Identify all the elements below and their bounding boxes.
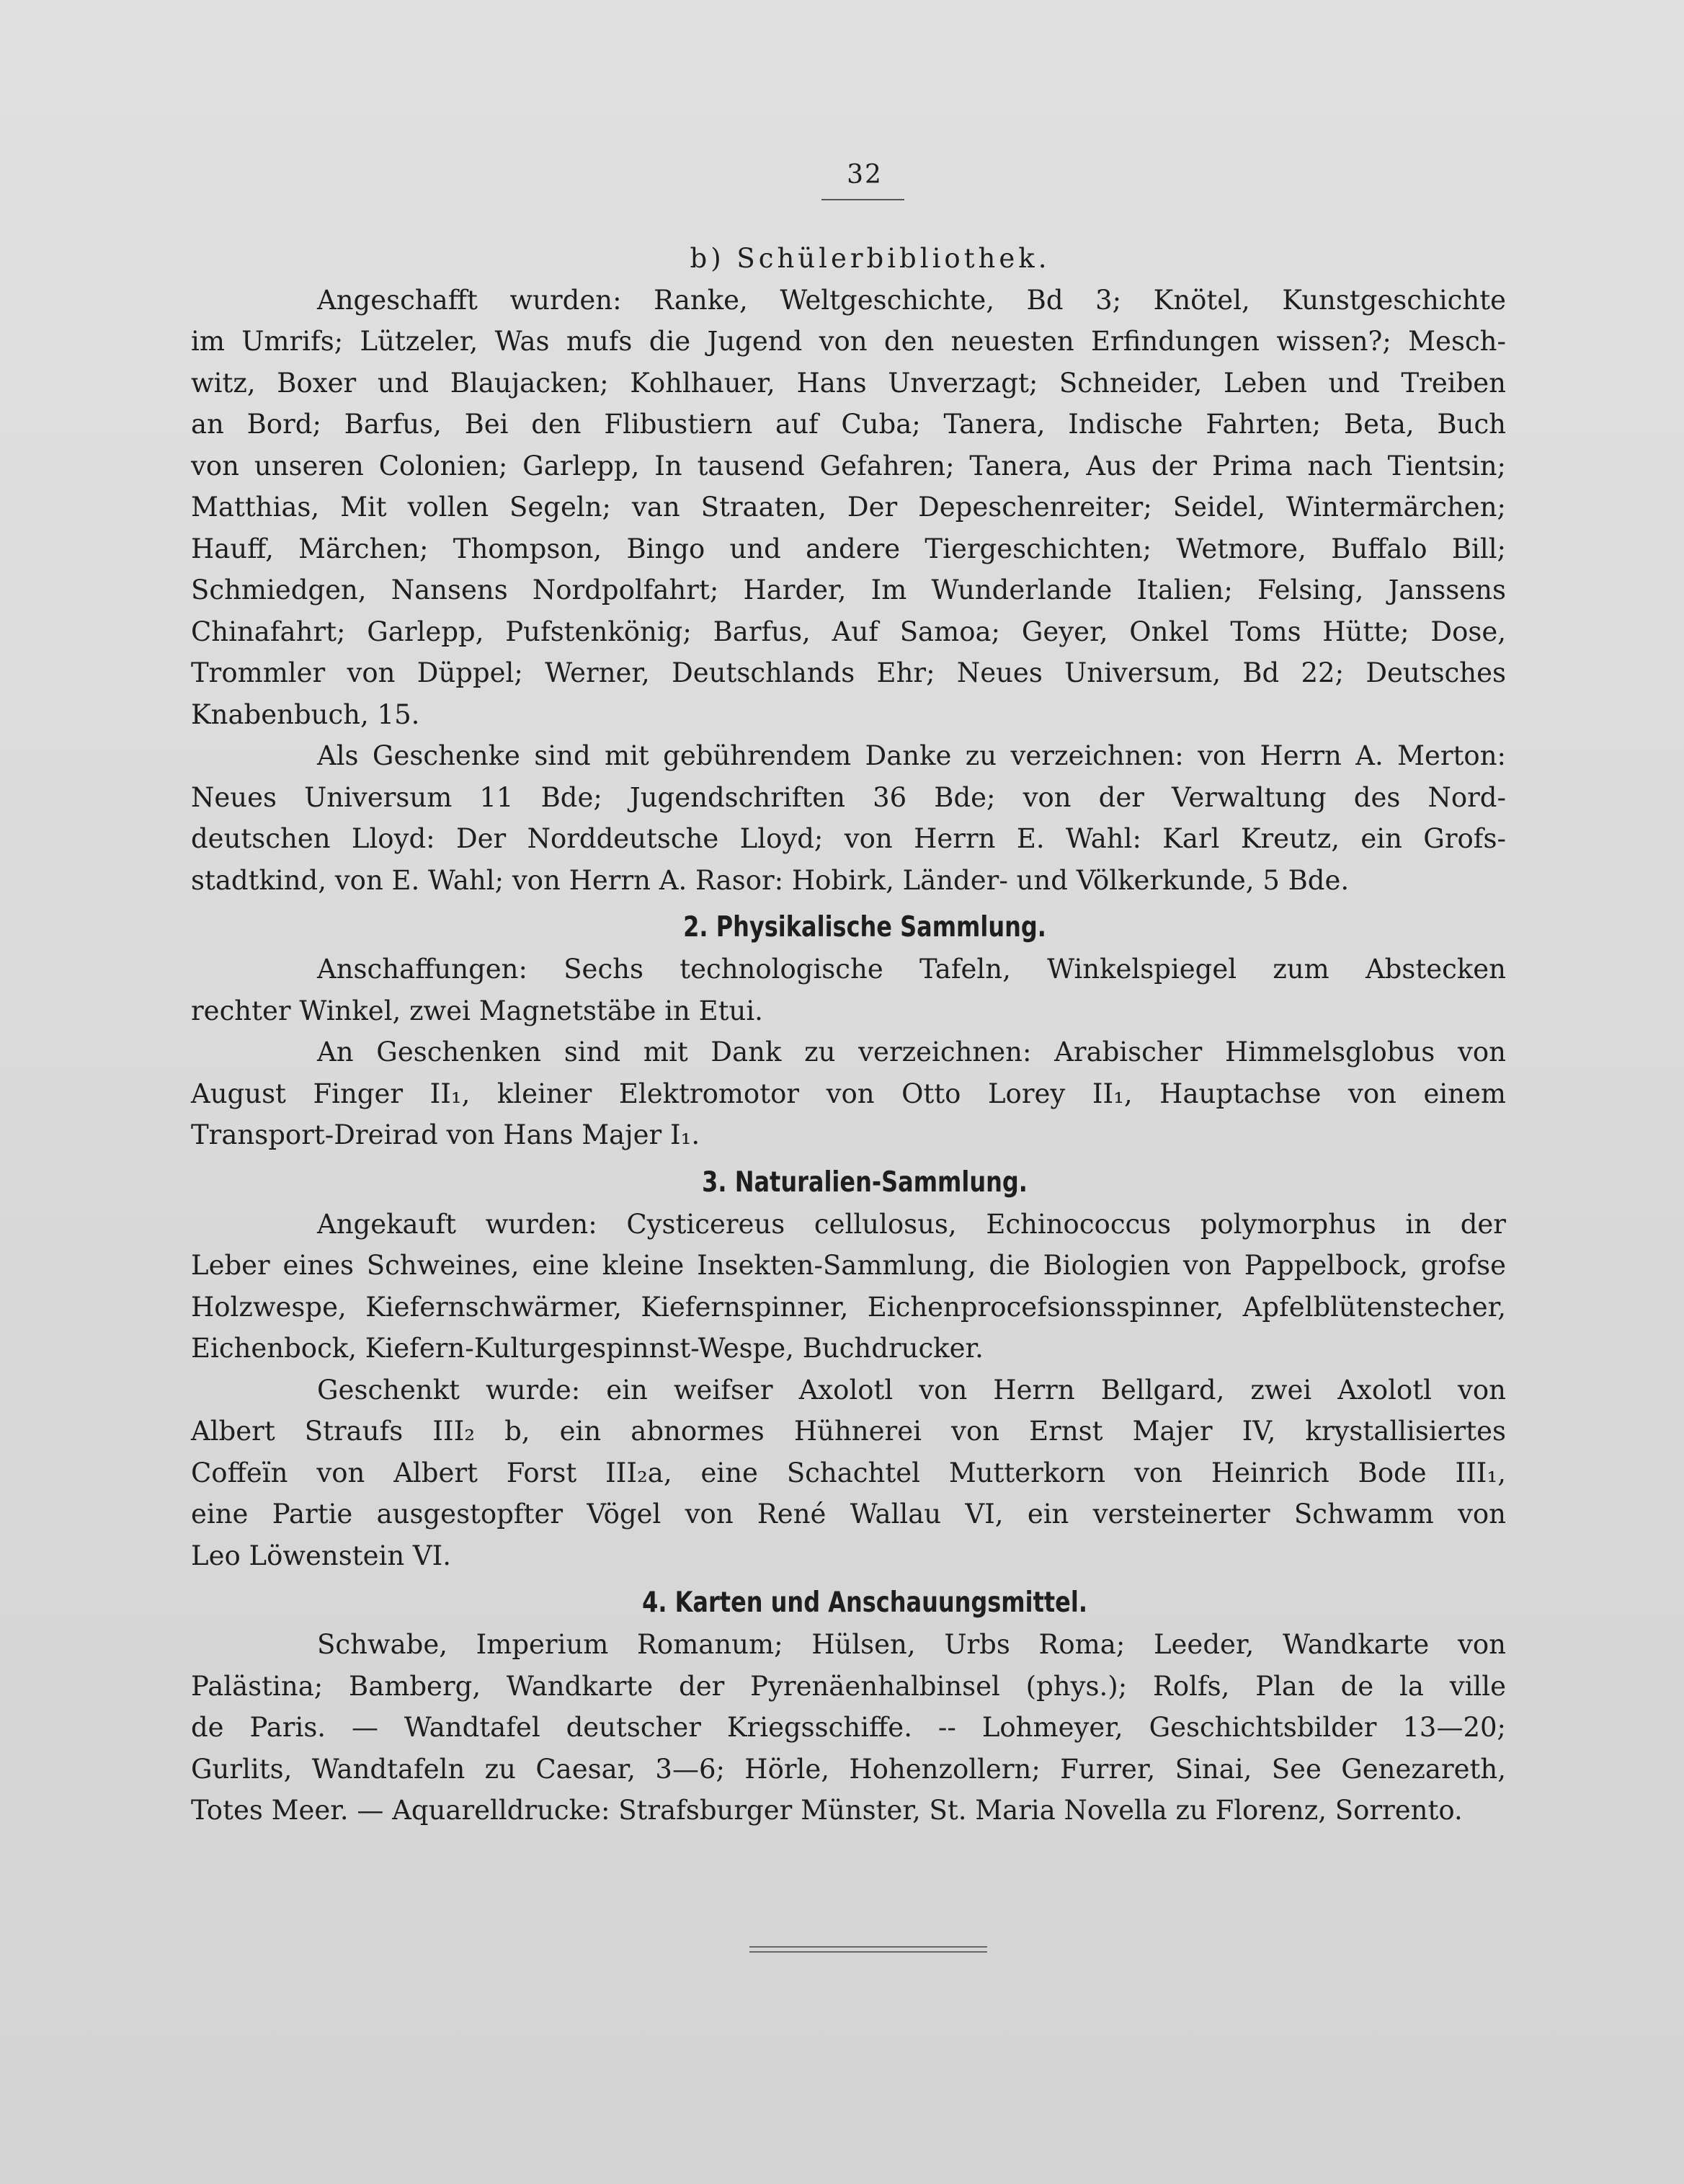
text-line-content: eine Partie ausgestopfter Vögel von René Wallau VI, ein versteinerter Schwamm von (191, 1499, 1506, 1530)
text-line (191, 1411, 1506, 1452)
text-line-content: Schmiedgen, Nansens Nordpolfahrt; Harder, Im Wunderlande Italien; Felsing, Janssens (191, 574, 1506, 605)
text-line (191, 1452, 1506, 1494)
section-2-heading: 2. Physikalische Sammlung. (683, 911, 1046, 944)
section-4-para1 (191, 1624, 1506, 1832)
text-line (191, 280, 1506, 321)
section-2-para1 (191, 949, 1506, 1031)
text-line (191, 1287, 1506, 1328)
text-line (191, 735, 1506, 777)
text-line-content: Geschenkt wurde: ein weifser Axolotl von Herrn Bellgard, zwei Axolotl von (317, 1374, 1506, 1406)
text-line (191, 1328, 1506, 1370)
section-4-heading: 4. Karten und Anschauungsmittel. (642, 1586, 1087, 1619)
page-number-rule (821, 199, 904, 200)
text-line-content: Knabenbuch, 15. (191, 698, 420, 730)
text-line (191, 1073, 1506, 1115)
text-line-content: August Finger II₁, kleiner Elektromotor von Otto Lorey II₁, Hauptachse von einem (191, 1078, 1506, 1109)
text-line-content: Totes Meer. — Aquarelldrucke: Strafsburger Münster, St. Maria Novella zu Florenz, Sorrento. (191, 1795, 1463, 1826)
text-line-content: Albert Straufs III₂ b, ein abnormes Hühnerei von Ernst Majer IV, krystallisiertes (191, 1416, 1506, 1447)
text-line-content: Transport-Dreirad von Hans Majer I₁. (191, 1119, 700, 1150)
text-line-content: Trommler von Düppel; Werner, Deutschlands Ehr; Neues Universum, Bd 22; Deutsches (191, 657, 1506, 688)
text-line (191, 1535, 1506, 1577)
text-line (191, 363, 1506, 404)
text-line-content: Anschaffungen: Sechs technologische Tafeln, Winkelspiegel zum Abstecken (317, 954, 1506, 985)
text-line (191, 990, 1506, 1032)
section-b-heading: b) Schülerbibliothek. (690, 243, 1051, 274)
text-line-content: Als Geschenke sind mit gebührendem Danke zu verzeichnen: von Herrn A. Merton: (317, 740, 1506, 771)
text-line-content: deutschen Lloyd: Der Norddeutsche Lloyd; von Herrn E. Wahl: Karl Kreutz, ein Grofs- (191, 823, 1506, 854)
section-3-para2 (191, 1370, 1506, 1577)
text-line-content: Angekauft wurden: Cysticereus cellulosus, Echinococcus polymorphus in der (317, 1208, 1506, 1240)
text-line-content: stadtkind, von E. Wahl; von Herrn A. Rasor: Hobirk, Länder- und Völkerkunde, 5 Bde. (191, 864, 1350, 896)
text-line (191, 694, 1506, 736)
text-line-content: Angeschafft wurden: Ranke, Weltgeschichte, Bd 3; Knötel, Kunstgeschichte (317, 284, 1506, 316)
text-line (191, 1370, 1506, 1411)
text-line (191, 1114, 1506, 1156)
end-rule (749, 1946, 987, 1956)
text-line (191, 777, 1506, 819)
text-line-content: Coffeïn von Albert Forst III₂a, eine Schachtel Mutterkorn von Heinrich Bode III₁, (191, 1457, 1506, 1488)
text-line-content: An Geschenken sind mit Dank zu verzeichnen: Arabischer Himmelsglobus von (317, 1036, 1506, 1067)
text-line-content: Matthias, Mit vollen Segeln; van Straaten, Der Depeschenreiter; Seidel, Wintermärchen; (191, 492, 1506, 523)
section-b-para1 (191, 280, 1506, 736)
text-line (191, 949, 1506, 990)
page-body (191, 238, 1506, 1832)
text-line (191, 1204, 1506, 1246)
text-line-content: an Bord; Barfus, Bei den Flibustiern auf Cuba; Tanera, Indische Fahrten; Beta, Buch (191, 409, 1506, 440)
text-line-content: im Umrifs; Lützeler, Was mufs die Jugend von den neuesten Erfindungen wissen?; Mesch- (191, 326, 1506, 357)
text-line (191, 1624, 1506, 1666)
section-b-para2 (191, 735, 1506, 901)
text-line (191, 321, 1506, 363)
text-line (191, 569, 1506, 611)
text-line (191, 404, 1506, 445)
section-3-heading: 3. Naturalien-Sammlung. (702, 1166, 1028, 1199)
text-line (191, 487, 1506, 528)
text-line-content: Leber eines Schweines, eine kleine Insekten-Sammlung, die Biologien von Pappelbock, grofse (191, 1250, 1506, 1281)
text-line (191, 1666, 1506, 1708)
section-3-para1 (191, 1204, 1506, 1370)
text-line (191, 1707, 1506, 1749)
text-line (191, 445, 1506, 487)
text-line-content: de Paris. — Wandtafel deutscher Kriegsschiffe. -- Lohmeyer, Geschichtsbilder 13—20; (191, 1712, 1506, 1743)
text-line (191, 860, 1506, 902)
text-line-content: rechter Winkel, zwei Magnetstäbe in Etui. (191, 995, 763, 1026)
text-line (191, 528, 1506, 570)
section-2-para2 (191, 1031, 1506, 1156)
text-line-content: Hauff, Märchen; Thompson, Bingo und andere Tiergeschichten; Wetmore, Buffalo Bill; (191, 533, 1506, 564)
text-line-content: Chinafahrt; Garlepp, Pufstenkönig; Barfus, Auf Samoa; Geyer, Onkel Toms Hütte; Dose, (191, 616, 1506, 647)
text-line-content: Neues Universum 11 Bde; Jugendschriften 36 Bde; von der Verwaltung des Nord- (191, 781, 1506, 813)
text-line (191, 652, 1506, 694)
text-line (191, 1493, 1506, 1535)
text-line-content: witz, Boxer und Blaujacken; Kohlhauer, Hans Unverzagt; Schneider, Leben und Treiben (191, 367, 1506, 399)
text-line (191, 1031, 1506, 1073)
text-line (191, 1790, 1506, 1832)
text-line-content: Palästina; Bamberg, Wandkarte der Pyrenäenhalbinsel (phys.); Rolfs, Plan de la ville (191, 1670, 1506, 1702)
text-line-content: von unseren Colonien; Garlepp, In tausend Gefahren; Tanera, Aus der Prima nach Tientsin; (191, 450, 1506, 481)
text-line-content: Gurlits, Wandtafeln zu Caesar, 3—6; Hörle, Hohenzollern; Furrer, Sinai, See Genezareth, (191, 1753, 1506, 1785)
text-line-content: Schwabe, Imperium Romanum; Hülsen, Urbs Roma; Leeder, Wandkarte von (317, 1629, 1506, 1660)
text-line (191, 818, 1506, 860)
text-line-content: Holzwespe, Kiefernschwärmer, Kiefernspinner, Eichenprocefsionsspinner, Apfelblütenstecher, (191, 1291, 1506, 1323)
page-number: 32 (847, 160, 883, 190)
text-line-content: Leo Löwenstein VI. (191, 1540, 452, 1571)
text-line (191, 1749, 1506, 1790)
text-line-content: Eichenbock, Kiefern-Kulturgespinnst-Wespe, Buchdrucker. (191, 1333, 984, 1364)
text-line (191, 1245, 1506, 1287)
text-line (191, 611, 1506, 653)
